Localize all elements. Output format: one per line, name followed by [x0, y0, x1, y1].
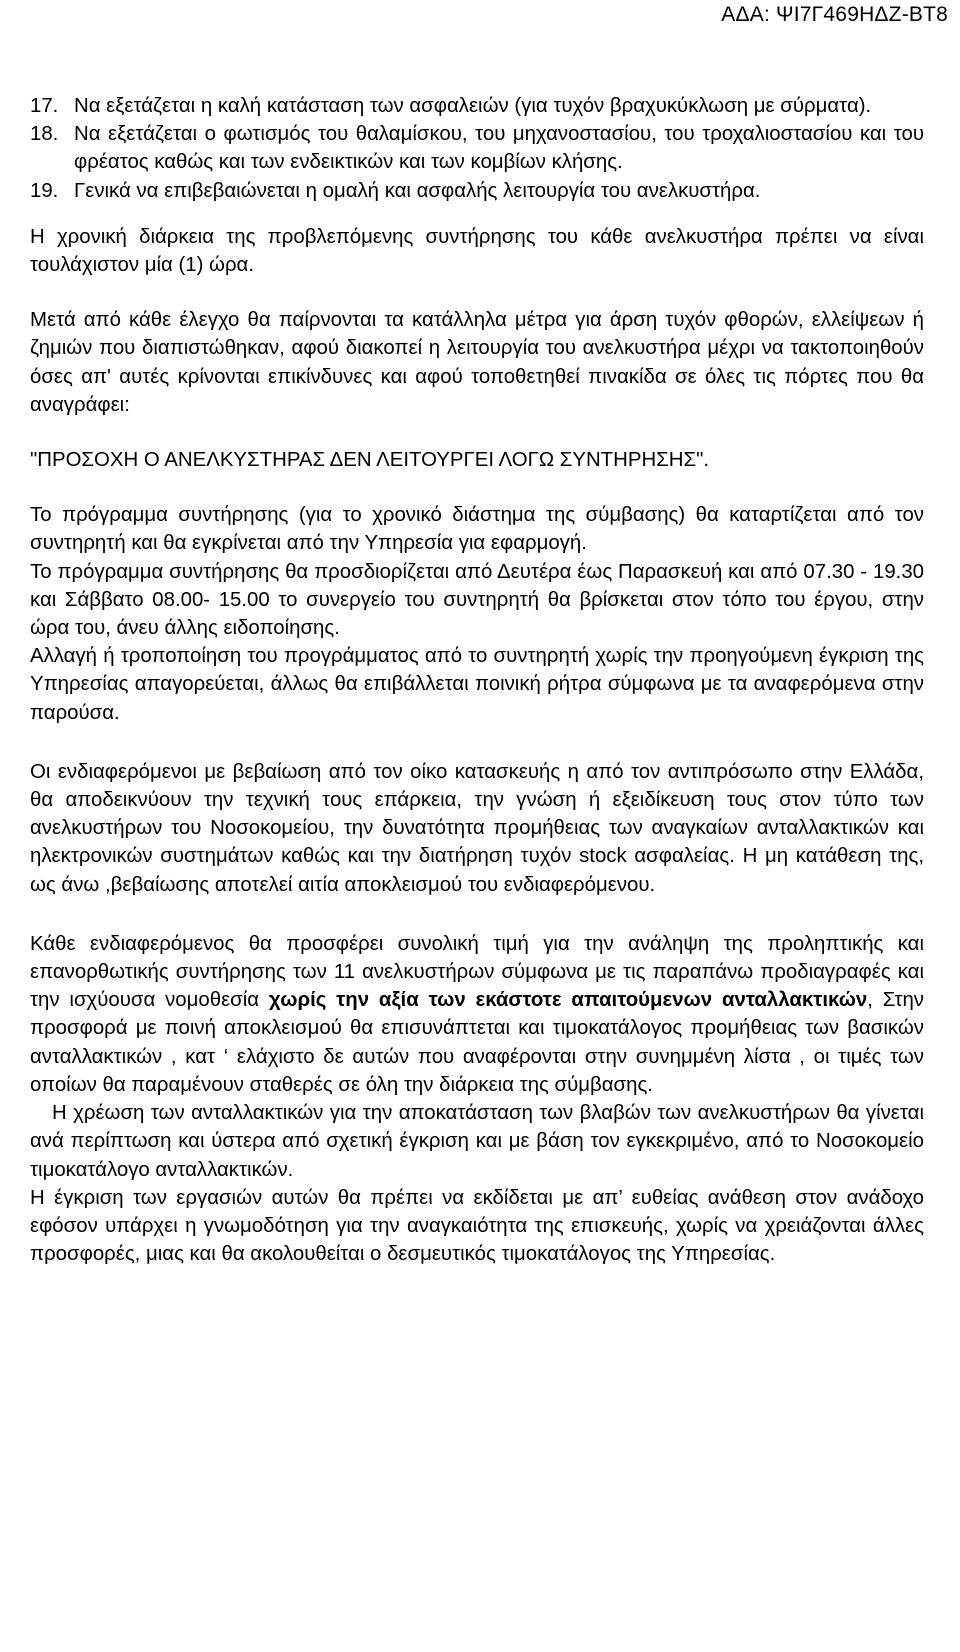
paragraph-after-check: Μετά από κάθε έλεγχο θα παίρνονται τα κατάλληλα μέτρα για άρση τυχόν φθορών, ελλείψεων ή ζημιών που διαπιστώθηκαν, αφού διακοπεί η λειτουργία του ανελκυστήρα μέχρι να τακτοποιηθούν όσες απ' αυτές κρίνονται επικίνδυνες και αφού τοποθετηθεί πινακίδα σε όλες τις πόρτες που θα αναγράφει: — [30, 309, 924, 416]
paragraph-program-2: Το πρόγραμμα συντήρησης θα προσδιορίζεται από Δευτέρα έως Παρασκευή και από 07.30 - 19.30 και Σάββατο 08.00- 15.00 το συνεργείο του συντηρητή θα βρίσκεται στον τόπο του έργου, στην ώρα του, άνευ άλλης ειδοποίησης. — [30, 560, 924, 640]
list-item-19 — [30, 177, 924, 205]
document-code: ΑΔΑ: ΨΙ7Γ469ΗΔΖ-ΒΤ8 — [721, 3, 948, 26]
list-item-number: 19. — [30, 179, 59, 202]
paragraph-charge: Η χρέωση των ανταλλακτικών για την αποκατάσταση των βλαβών των ανελκυστήρων θα γίνεται ανά περίπτωση και ύστερα από σχετική έγκριση και με βάση τον εγκεκριμένο, από το Νοσοκομείο τιμοκατάλογο ανταλλακτικών. — [30, 1102, 924, 1181]
list-item-17 — [30, 92, 924, 120]
list-item-text: Να εξετάζεται η καλή κατάσταση των ασφαλειών (για τυχόν βραχυκύκλωση με σύρματα). — [74, 95, 872, 117]
paragraph-program-3: Αλλαγή ή τροποποίηση του προγράμματος από το συντηρητή χωρίς την προηγούμενη έγκριση της Υπηρεσίας απαγορεύεται, άλλως θα επιβάλλεται ποινική ρήτρα σύμφωνα με τα αναφερόμενα στην παρούσα. — [30, 645, 924, 724]
paragraph-duration: Η χρονική διάρκεια της προβλεπόμενης συντήρησης του κάθε ανελκυστήρα πρέπει να είναι τουλάχιστον μία (1) ώρα. — [30, 225, 924, 277]
list-item-number: 17. — [30, 95, 59, 117]
document-body — [30, 92, 924, 1268]
paragraph-program-1: Το πρόγραμμα συντήρησης (για το χρονικό διάστημα της σύμβασης) θα καταρτίζεται από τον συντηρητή και θα εγκρίνεται από την Υπηρεσία για εφαρμογή. — [30, 504, 924, 555]
paragraph-warning-sign: "ΠΡΟΣΟΧΗ Ο ΑΝΕΛΚΥΣΤΗΡΑΣ ΔΕΝ ΛΕΙΤΟΥΡΓΕΙ ΛΟΓΩ ΣΥΝΤΗΡΗΣΗΣ". — [30, 449, 710, 472]
list-item-18 — [30, 120, 924, 176]
paragraph-interested: Οι ενδιαφερόμενοι με βεβαίωση από τον οίκο κατασκευής η από τον αντιπρόσωπο στην Ελλάδα, θα αποδεικνύουν την τεχνική τους επάρκεια, την γνώση ή εξειδίκευση τους στον τύπο των ανελκυστήρων του Νοσοκομείου, την δυνατότητα προμήθειας των αναγκαίων ανταλλακτικών και ηλεκτρονικών συστημάτων καθώς και την διατήρηση τυχόν stock ασφαλείας. Η μη κατάθεση της, ως άνω ,βεβαίωσης αποτελεί αιτία αποκλεισμού του ενδιαφερόμενου. — [30, 760, 924, 896]
offer-text-end: , Στην προσφορά με ποινή αποκλεισμού θα επισυνάπτεται και τιμοκατάλογος προμήθειας των βασικών ανταλλακτικών , κατ ‘ ελάχιστο δε αυτών που αναφέρονται στην συνημμένη λίστα , οι τιμές των οποίων θα παραμένουν σταθερές σε όλη την διάρκεια της σύμβασης. — [30, 989, 924, 1096]
paragraph-approval: Η έγκριση των εργασιών αυτών θα πρέπει να εκδίδεται με απ’ ευθείας ανάθεση στον ανάδοχο εφόσον υπάρχει η γνωμοδότηση για την αναγκαιότητα της επισκευής, χωρίς να χρειάζονται άλλες προσφορές, μιας και θα ακολουθείται ο δεσμευτικός τιμοκατάλογος της Υπηρεσίας. — [30, 1186, 924, 1266]
list-item-text: Γενικά να επιβεβαιώνεται η ομαλή και ασφαλής λειτουργία του ανελκυστήρα. — [74, 179, 761, 202]
list-item-number: 18. — [30, 123, 59, 146]
offer-text-start: Κάθε ενδιαφερόμενος θα προσφέρει συνολική τιμή για την ανάληψη της προληπτικής και επανορθωτικής συντήρησης των 11 ανελκυστήρων σύμφωνα με τις παραπάνω προδιαγραφές και την ισχύουσα νομοθεσία — [30, 932, 924, 1012]
offer-text-bold: χωρίς την αξία των εκάστοτε απαιτούμενων ανταλλακτικών — [268, 989, 868, 1012]
paragraph-offer — [30, 930, 924, 1099]
list-item-text: Να εξετάζεται ο φωτισμός του θαλαμίσκου, του μηχανοστασίου, του τροχαλιοστασίου και του φρέατος καθώς και των ενδεικτικών και των κομβίων κλήσης. — [74, 123, 924, 174]
